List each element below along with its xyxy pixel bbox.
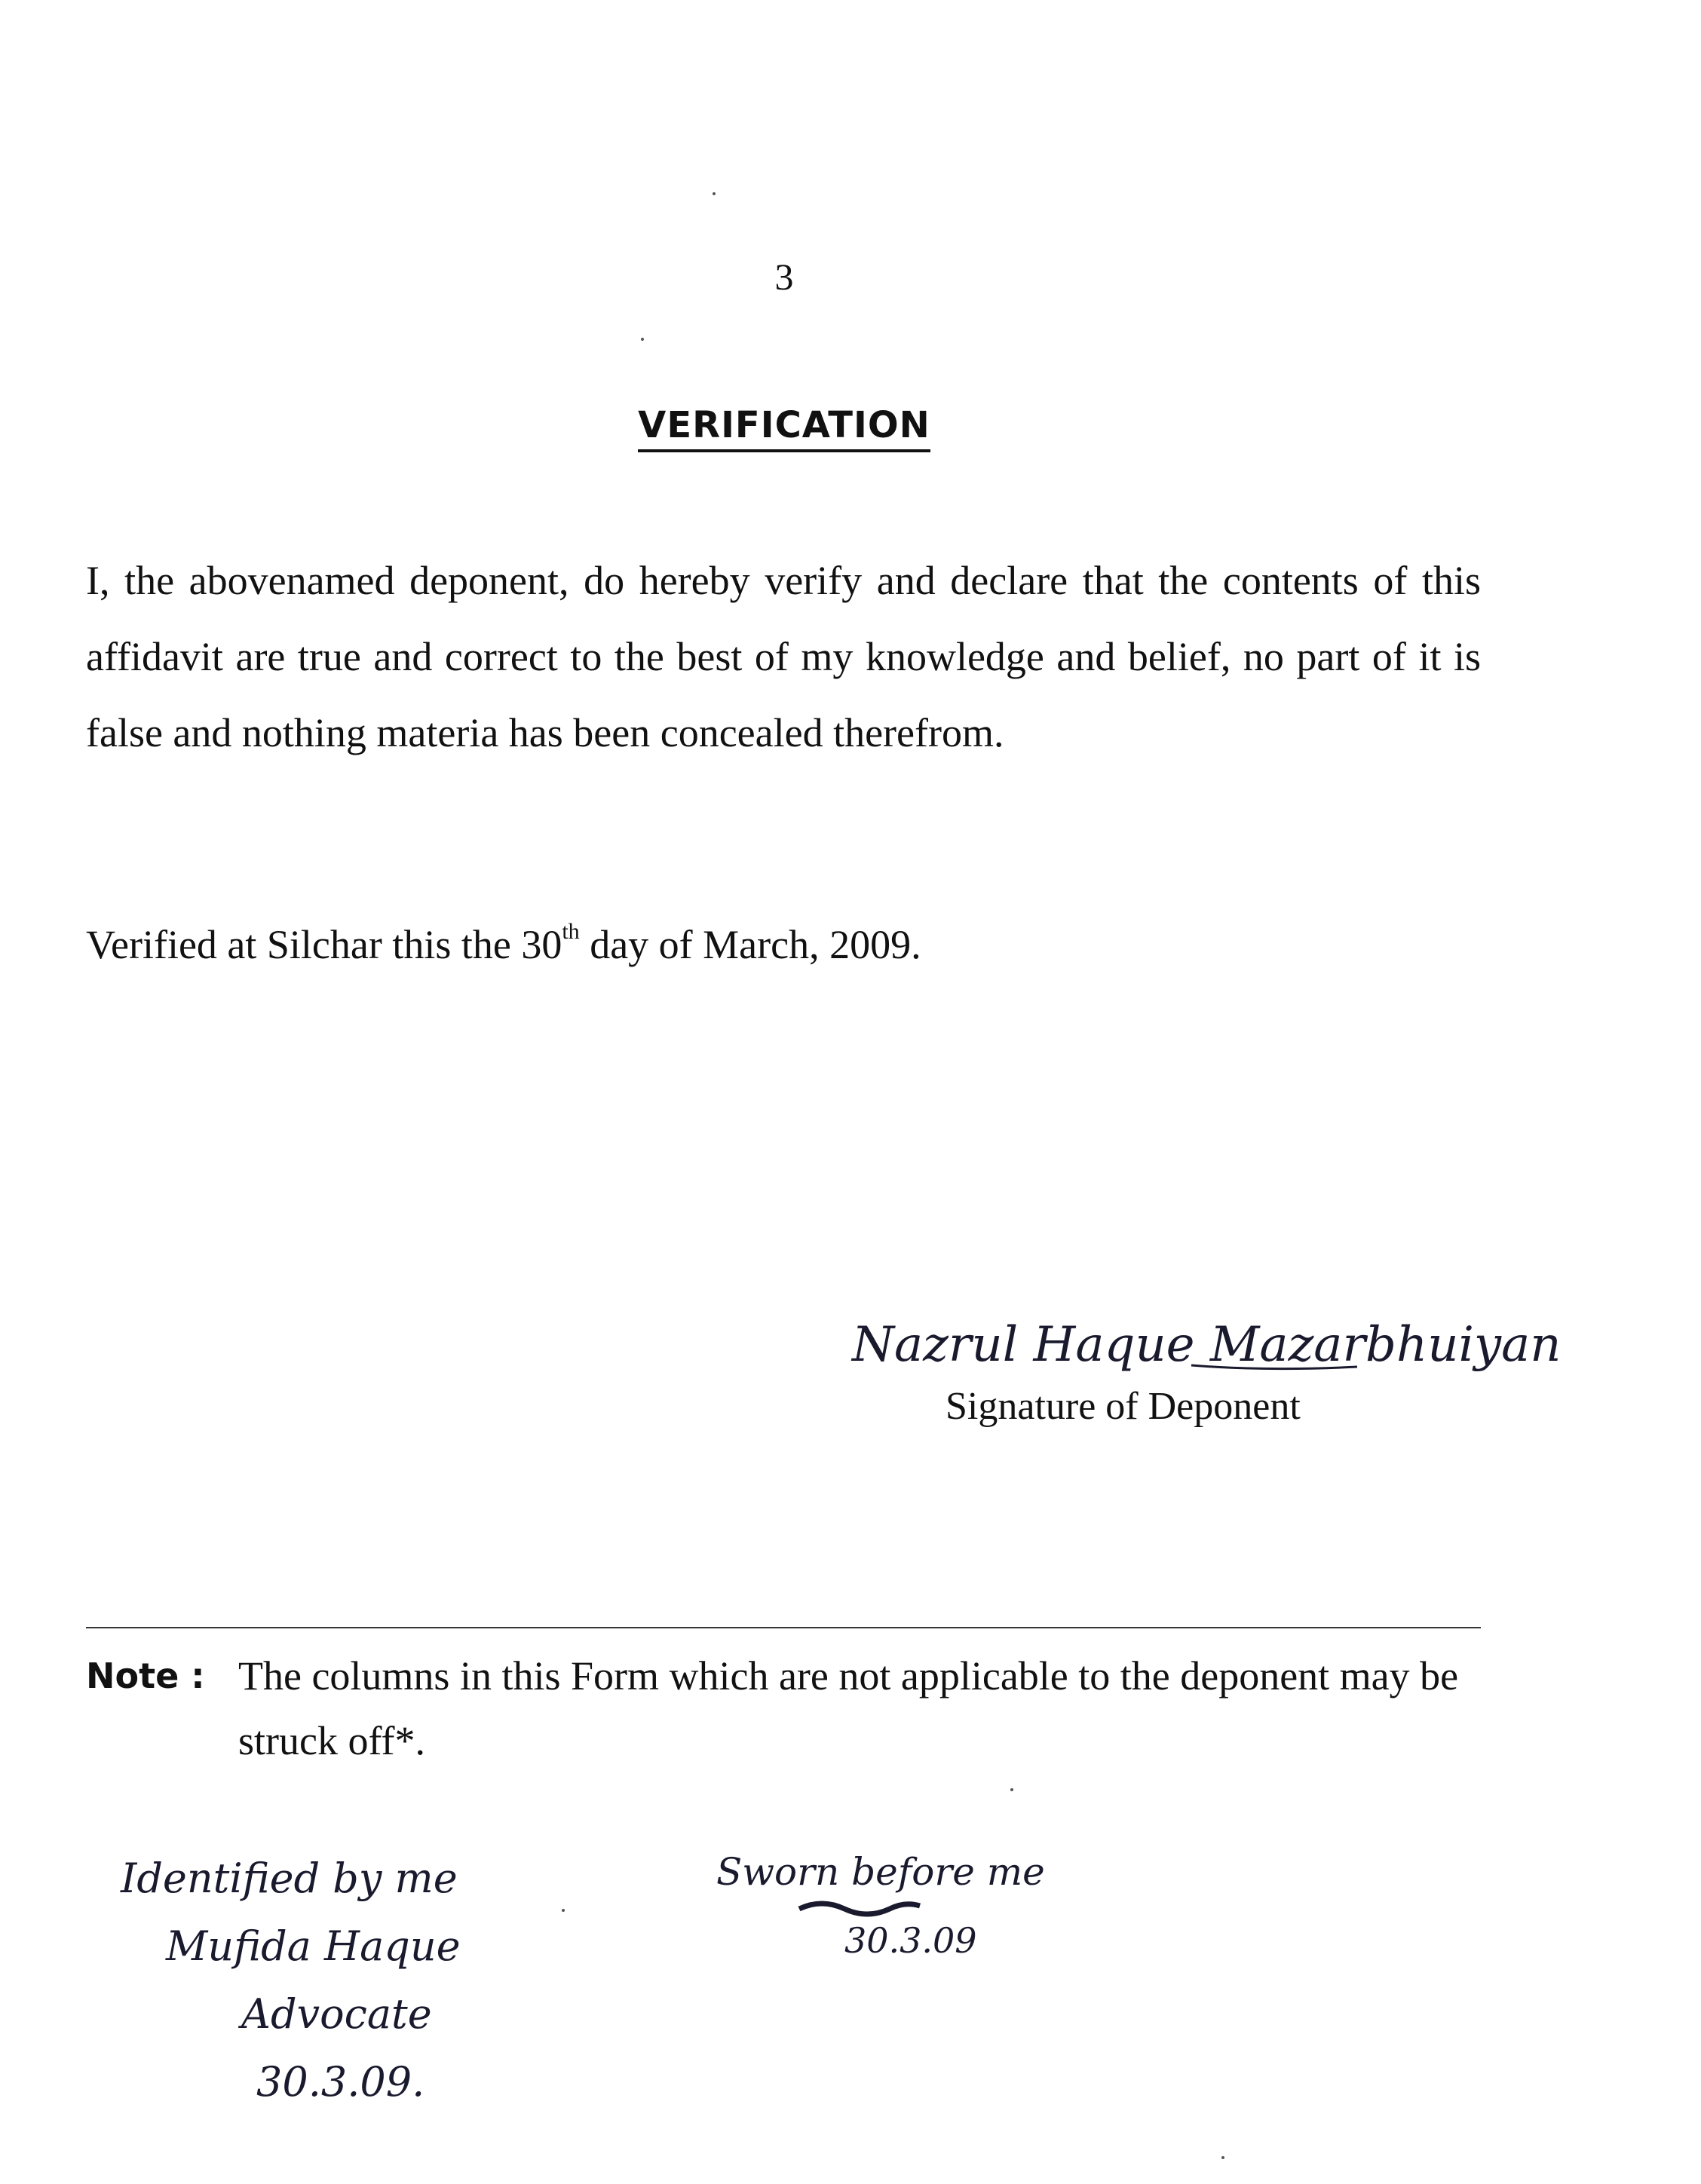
scan-speck [1221,2156,1224,2159]
page-title [0,404,1568,446]
identified-line-3: Advocate [241,1990,432,2038]
identified-by-handwriting [106,1839,573,2126]
signature-label: Signature of Deponent [946,1385,1301,1428]
verified-suffix: day of March, 2009. [579,922,921,967]
sworn-line-1: Sworn before me [716,1850,1045,1894]
scan-speck [641,338,644,341]
note-text: The columns in this Form which are not applicable to the deponent may be struck off*. [238,1653,1459,1763]
identified-line-1: Identified by me [121,1855,458,1902]
scribble-mark [799,1904,920,1914]
verification-statement: I, the abovenamed deponent, do hereby verify and declare that the contents of this affidavit are true and correct to the best of my knowledge and belief, no part of it is false and nothing materia has been concealed therefrom. [86,558,1481,755]
divider [86,1627,1481,1628]
note-label: Note : [86,1656,205,1696]
sworn-before-handwriting [709,1839,1146,1975]
page-number: 3 [774,256,794,298]
deponent-signature-text: Nazrul Haque Mazarbhuiyan [852,1317,1562,1373]
sworn-line-2: 30.3.09 [844,1920,977,1961]
scan-speck [713,192,716,195]
scan-speck [1010,1788,1013,1791]
verified-line [86,921,921,968]
verified-ordinal: th [562,919,580,944]
identified-line-2: Mufida Haque [166,1922,461,1970]
verification-heading: VERIFICATION [638,404,930,452]
deponent-signature [844,1293,1659,1391]
verified-prefix: Verified at Silchar this the 30 [86,922,562,967]
identified-line-4: 30.3.09. [256,2058,425,2106]
